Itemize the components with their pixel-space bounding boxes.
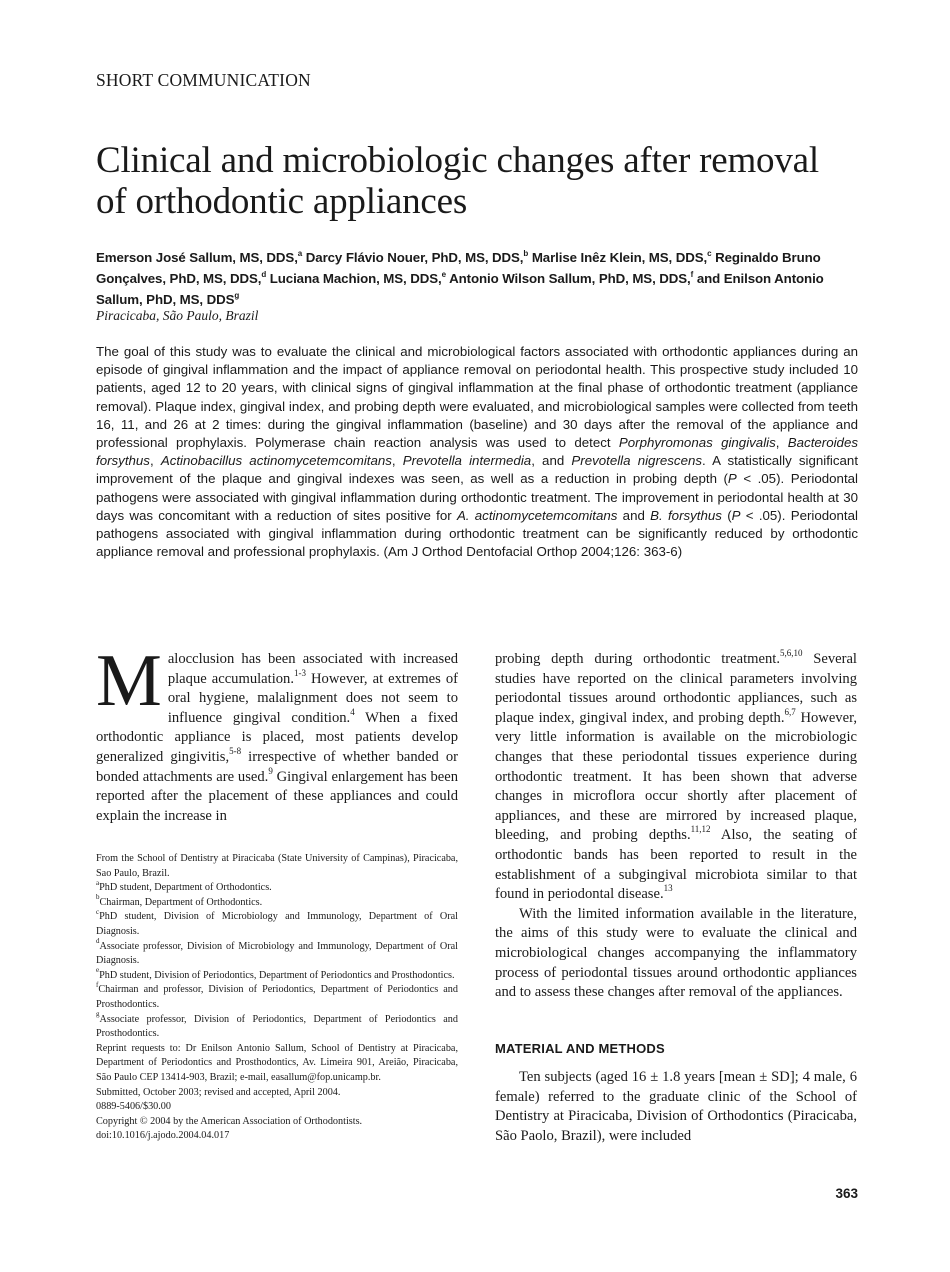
author-mark: a [297,248,303,258]
footnote-item: $^e$PhD student, Division of Periodontics, Department of Periodontics and Prosthodontics. [96,966,455,981]
affiliation: Piracicaba, São Paulo, Brazil [96,308,259,323]
section-heading: MATERIAL AND METHODS [495,1040,665,1056]
author: and Enilson Antonio Sallum, PhD, MS, DDS [96,271,824,307]
footnote-item: $^a$PhD student, Department of Orthodontics. [96,878,272,894]
footnote-item: $^c$PhD student, Division of Microbiology and Immunology, Department of Oral Diagnosis. [96,907,458,937]
footnote-reprint: Reprint requests to: Dr Enilson Antonio Sallum, School of Dentistry at Piracicaba, Department of Periodontics and Prosthodontics, Av. Limeira 901, Areião, Piracicaba, São Paulo CEP 13414-903, Brazil; e-mail, easallum@fop.unicamp.br. [96,1042,458,1083]
author-mark: g [234,290,240,300]
author: Darcy Flávio Nouer, PhD, MS, DDS, [305,250,524,265]
footnote-submitted: Submitted, October 2003; revised and accepted, April 2004. [96,1086,341,1098]
footnote-doi: doi:10.1016/j.ajodo.2004.04.017 [96,1130,230,1142]
author-mark: b [523,248,529,258]
footnote-item: $^d$Associate professor, Division of Microbiology and Immunology, Department of Oral Diagnosis. [96,937,458,967]
footnote-item: $^f$Chairman and professor, Division of Periodontics, Department of Periodontics and Prosthodontics. [96,980,458,1010]
body-column-left [96,640,458,826]
intro-paragraph: Malocclusion has been associated with increased plaque accumulation.$^{1-3}$ However, at extremes of oral hygiene, malalignment does not seem to influence gingival condition.$^4$ When a fixed orthodontic appliance is placed, most patients develop generalized gingivitis,$^{5-8}$ irrespective of whether banded or bonded attachments are used.$^9$ Gingival enlargement has been reported after the placement of these appliances and could explain the increase in [96,640,458,824]
citation: 4 [350,706,355,717]
species-name: Porphyromonas gingivalis [618,435,776,451]
species-name: Actinobacillus actinomycetemcomitans [160,453,392,469]
citation: 1-3 [294,667,306,678]
footnote-issn: 0889-5406/$30.00 [96,1101,171,1113]
body-column-right [495,650,857,1147]
author: Emerson José Sallum, MS, DDS, [96,250,298,265]
citation: 13 [663,883,673,894]
author-mark: f [690,269,694,279]
species-name: A. actinomycetemcomitans [456,507,618,523]
abstract: The goal of this study was to evaluate the clinical and microbiological factors associated with orthodontic appliances during an episode of gingival inflammation and the impact of appliance removal on periodontal health. This prospective study included 10 patients, aged 12 to 20 years, with clinical signs of gingival inflammation at the final phase of orthodontic treatment (appliance removal). Plaque index, gingival index, and probing depth were evaluated, and microbiological samples were collected from teeth 16, 11, and 26 at 2 times: during the gingival inflammation (baseline) and 30 days after the removal of the appliance and professional prophylaxis. Polymerase chain reaction analysis was used to detect Porphyromonas gingivalis, Bacteroides forsythus, Actinobacillus actinomycetemcomitans, Prevotella intermedia, and Prevotella nigrescens. A statistically significant improvement of the plaque and gingival indexes was seen, as well as a reduction in probing depth (P < .05). Periodontal pathogens were associated with gingival inflammation during orthodontic treatment. The improvement in periodontal health at 30 days was concomitant with a reduction of sites positive for A. actinomycetemcomitans and B. forsythus (P < .05). Periodontal pathogens associated with gingival inflammation during orthodontic treatment can be significantly reduced by orthodontic appliance removal and professional prophylaxis. (Am J Orthod Dentofacial Orthop 2004;126: 363-6) [96,344,859,560]
species-name: B. forsythus [650,507,722,523]
body-paragraph: With the limited information available in the literature, the aims of this study were to evaluate the clinical and microbiological changes accompanying the inflammatory process of periodontal tissues around orthodontic appliances and to assess these changes after removal of the appliances. [495,905,857,1001]
author-mark: e [441,269,446,279]
author: Luciana Machion, MS, DDS, [269,271,442,286]
footnote-from: From the School of Dentistry at Piracicaba (State University of Campinas), Piracicaba, Sao Paulo, Brazil. [96,853,458,879]
citation: 9 [268,765,273,776]
body-paragraph: probing depth during orthodontic treatment.$^{5,6,10}$ Several studies have reported on the clinical parameters involving periodontal tissues around orthodontic appliances, such as plaque index, gingival index, and probing depth.$^{6,7}$ However, very little information is available on the microbiologic changes that these periodontal tissues experience during orthodontic treatment. It has been shown that adverse changes in microflora occur shortly after placement of appliances, and these are mirrored by increased plaque, bleeding, and probing depths.$^{11,12}$ Also, the seating of orthodontic bands has been reported to result in the establishment of a subgingival microbiota similar to that found in periodontal disease.$^{13}$ [495,648,857,903]
footnote-item: $^g$Associate professor, Division of Periodontics, Department of Periodontics and Prosthodontics. [96,1010,458,1040]
citation: 6,7 [784,706,796,717]
page-number: 363 [835,1186,858,1201]
citation: 11,12 [690,824,711,835]
species-name: Prevotella intermedia [402,453,532,469]
p-value-symbol: P [727,471,737,487]
citation: 5,6,10 [779,648,803,659]
author: Antonio Wilson Sallum, PhD, MS, DDS, [449,271,691,286]
citation: 5-8 [229,746,242,757]
author-mark: c [707,248,712,258]
body-paragraph: Ten subjects (aged 16 ± 1.8 years [mean ± SD]; 4 male, 6 female) referred to the graduate clinic of the School of Dentistry at Piracicaba, Division of Orthodontics (Piracicaba, São Paolo, Brazil), were included [495,1069,857,1145]
species-name: Prevotella nigrescens [571,453,703,469]
author: Marlise Inêz Klein, MS, DDS, [531,250,708,265]
footnotes [96,852,458,1144]
footnote-copyright: Copyright © 2004 by the American Association of Orthodontists. [96,1115,363,1127]
author-mark: d [261,269,267,279]
article-title: Clinical and microbiologic changes after removal of orthodontic appliances [96,140,819,222]
author: Reginaldo Bruno Gonçalves, PhD, MS, DDS, [96,250,821,286]
drop-cap: M [96,640,162,722]
species-name: Bacteroides forsythus [96,435,858,469]
section-label: SHORT COMMUNICATION [96,70,311,90]
footnote-item: $^b$Chairman, Department of Orthodontics. [96,893,263,908]
p-value-symbol: P [731,507,741,523]
author-list [96,247,858,310]
